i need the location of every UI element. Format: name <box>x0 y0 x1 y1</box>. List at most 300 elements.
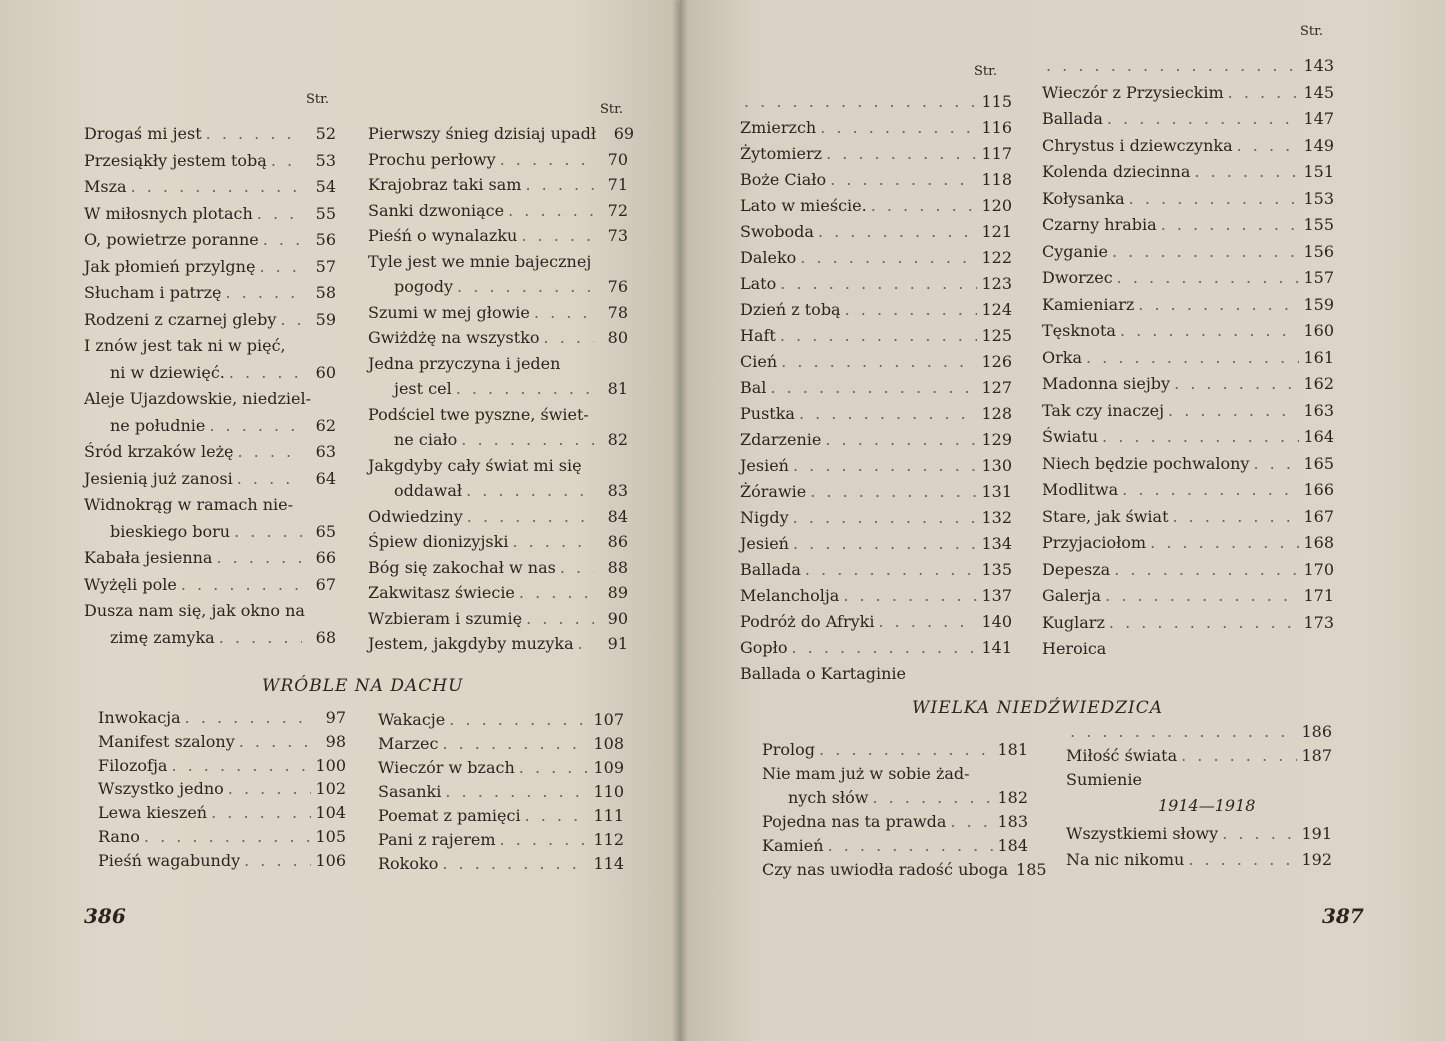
toc-entry-title: Lato w mieście. <box>740 196 867 215</box>
toc-entry-title: Msza <box>84 177 127 196</box>
dot-leader <box>560 558 594 578</box>
dot-leader <box>1168 401 1299 421</box>
toc-entry-title: Boże Ciało <box>740 170 827 189</box>
toc-entry-title: Odwiedziny <box>368 506 463 526</box>
toc-entry-page: 112 <box>593 830 624 849</box>
toc-entry-title: Ballada <box>1042 109 1103 128</box>
toc-entry <box>368 124 635 144</box>
book-gutter <box>672 0 688 1041</box>
toc-entry-page: 102 <box>315 779 346 799</box>
toc-entry-title: Nigdy <box>740 508 789 527</box>
toc-entry-title: Pieśń wagabundy <box>98 850 241 870</box>
toc-entry-title: Galerja <box>1042 586 1102 605</box>
toc-entry <box>740 508 1012 528</box>
dot-leader <box>791 638 977 658</box>
toc-entry <box>1042 321 1334 341</box>
toc-entry <box>368 303 628 323</box>
toc-entry <box>368 481 628 501</box>
toc-entry-page: 73 <box>607 226 628 245</box>
toc-entry <box>1066 770 1332 790</box>
toc-entry-title: W miłosnych plotach <box>84 203 253 223</box>
dot-leader <box>1109 613 1300 633</box>
subsection-title: 1914—1918 <box>1158 796 1256 815</box>
toc-entry-title: Wszystkiemi słowy <box>1066 824 1219 843</box>
toc-entry-page: 91 <box>607 634 628 653</box>
dot-leader <box>131 177 302 197</box>
right-page <box>680 0 1445 1041</box>
section-title: WRÓBLE NA DACHU <box>262 676 464 696</box>
toc-entry-page: 121 <box>981 222 1012 241</box>
toc-entry <box>84 283 336 303</box>
dot-leader <box>525 806 590 826</box>
toc-entry-page: 110 <box>593 782 624 801</box>
toc-entry <box>740 196 1012 216</box>
toc-entry-page: 156 <box>1303 241 1334 261</box>
toc-entry-page: 153 <box>1303 188 1334 208</box>
toc-entry-title: Chrystus i dziewczynka <box>1042 135 1233 155</box>
dot-leader <box>1105 586 1299 606</box>
dot-leader <box>525 175 594 195</box>
toc-entry <box>1042 480 1334 500</box>
dot-leader <box>508 201 594 221</box>
toc-entry <box>98 803 346 823</box>
toc-entry-line: Nie mam już w sobie żad- <box>762 764 970 783</box>
toc-entry-page: 116 <box>981 118 1012 137</box>
toc-entry-title: Kabała jesienna <box>84 548 213 567</box>
dot-leader <box>1114 560 1299 580</box>
dot-leader <box>744 92 977 112</box>
toc-entry-line: Dusza nam się, jak okno na <box>84 601 305 620</box>
toc-entry-title: Rodzeni z czarnej gleby <box>84 309 277 329</box>
toc-entry <box>1042 295 1334 315</box>
toc-entry <box>84 204 336 224</box>
toc-entry <box>740 456 1012 476</box>
toc-entry <box>98 779 346 799</box>
toc-entry-title: Szumi w mej głowie <box>368 302 530 322</box>
toc-entry-title: Śród krzaków leżę <box>84 442 234 461</box>
toc-entry-title: Czarny hrabia <box>1042 215 1157 234</box>
dot-leader <box>206 124 302 144</box>
dot-leader <box>211 803 311 823</box>
toc-entry-title: Lato <box>740 274 777 293</box>
toc-entry-title: Miłość świata <box>1066 746 1178 765</box>
toc-entry-page: 186 <box>1301 722 1332 741</box>
toc-entry-title: bieskiego boru <box>110 521 231 541</box>
toc-entry <box>1042 613 1334 633</box>
toc-entry-page: 78 <box>607 302 628 322</box>
toc-entry-page: 145 <box>1303 82 1334 102</box>
toc-entry-page: 109 <box>593 758 624 777</box>
toc-entry-page: 161 <box>1303 347 1334 367</box>
str-label: Str. <box>1300 24 1324 39</box>
dot-leader <box>229 363 302 383</box>
toc-entry <box>1042 639 1334 659</box>
toc-entry <box>368 532 628 552</box>
toc-entry <box>1042 136 1334 156</box>
toc-entry <box>368 507 628 527</box>
toc-entry <box>1066 746 1332 766</box>
toc-entry-page: 83 <box>607 481 628 500</box>
toc-entry <box>368 328 628 348</box>
toc-entry <box>1042 533 1334 553</box>
toc-entry-page: 157 <box>1303 268 1334 287</box>
toc-entry <box>84 469 336 489</box>
dot-leader <box>1181 746 1297 766</box>
toc-entry-page: 88 <box>607 557 628 577</box>
toc-entry-page: 90 <box>607 608 628 628</box>
toc-entry-page: 64 <box>315 468 336 488</box>
toc-entry-title: Gopło <box>740 638 788 657</box>
toc-entry-page: 130 <box>981 456 1012 475</box>
toc-entry-page: 54 <box>315 177 336 196</box>
toc-entry-title: Daleko <box>740 248 797 267</box>
toc-entry-page: 84 <box>607 506 628 526</box>
toc-entry <box>1042 454 1334 474</box>
dot-leader <box>1129 189 1300 209</box>
toc-entry-page: 160 <box>1303 321 1334 340</box>
toc-entry-page: 52 <box>315 124 336 143</box>
toc-entry <box>368 609 628 629</box>
toc-entry <box>1042 189 1334 209</box>
dot-leader <box>1120 321 1300 341</box>
dot-leader <box>799 404 978 424</box>
dot-leader <box>280 310 302 330</box>
toc-entry <box>84 230 336 250</box>
toc-entry-page: 105 <box>315 827 346 846</box>
toc-entry-title: zimę zamyka <box>110 627 215 647</box>
dot-leader <box>770 378 977 398</box>
toc-entry-title: Marzec <box>378 734 439 753</box>
toc-entry-page: 80 <box>607 328 628 347</box>
toc-entry-page: 115 <box>981 92 1012 111</box>
dot-leader <box>819 740 993 760</box>
toc-entry <box>740 638 1012 658</box>
left-page <box>0 0 680 1041</box>
toc-entry-page: 70 <box>607 149 628 169</box>
dot-leader <box>467 507 594 527</box>
dot-leader <box>1046 56 1299 76</box>
toc-entry-page: 182 <box>997 788 1028 807</box>
toc-entry-page: 131 <box>981 482 1012 501</box>
toc-entry-title: Wzbieram i szumię <box>368 608 523 628</box>
dot-leader <box>171 756 311 776</box>
dot-leader <box>544 328 594 348</box>
toc-entry-title: Jak płomień przylgnę <box>84 256 256 276</box>
toc-entry <box>378 806 624 826</box>
toc-entry-page: 82 <box>607 430 628 449</box>
toc-entry <box>368 379 628 399</box>
toc-entry <box>1042 215 1334 235</box>
toc-entry <box>740 534 1012 554</box>
dot-leader <box>257 204 302 224</box>
toc-entry-page: 114 <box>593 854 624 873</box>
toc-entry-page: 106 <box>315 850 346 870</box>
dot-leader <box>871 196 978 216</box>
dot-leader <box>442 734 589 754</box>
toc-entry-title: Heroica <box>1042 639 1107 658</box>
toc-entry-line: Widnokrąg w ramach nie- <box>84 495 293 514</box>
toc-entry <box>1042 242 1334 262</box>
dot-leader <box>237 442 302 462</box>
toc-entry <box>98 708 346 728</box>
toc-entry-page: 76 <box>607 277 628 296</box>
toc-entry-title: Swoboda <box>740 222 814 241</box>
toc-entry-title: Tak czy inaczej <box>1042 400 1165 420</box>
toc-entry <box>1042 507 1334 527</box>
toc-entry-line: Aleje Ujazdowskie, niedziel- <box>84 389 311 408</box>
toc-entry <box>84 257 336 277</box>
dot-leader <box>800 248 977 268</box>
toc-entry-title: pogody <box>394 277 454 296</box>
toc-entry-line: Tyle jest we mnie bajecznej <box>368 251 592 271</box>
toc-entry <box>368 201 628 221</box>
toc-entry <box>378 710 624 730</box>
page-number: 386 <box>84 904 126 928</box>
toc-entry <box>1066 850 1332 870</box>
toc-entry-page: 67 <box>315 574 336 594</box>
toc-entry-page: 187 <box>1301 746 1332 765</box>
toc-entry-page: 155 <box>1303 215 1334 234</box>
toc-entry <box>1042 268 1334 288</box>
toc-entry <box>84 363 336 383</box>
dot-leader <box>1228 83 1300 103</box>
toc-entry-page: 66 <box>315 548 336 567</box>
dot-leader <box>461 430 594 450</box>
toc-entry-title: Lewa kieszeń <box>98 803 208 823</box>
dot-leader <box>1107 109 1300 129</box>
dot-leader <box>1194 162 1299 182</box>
toc-entry <box>740 144 1012 164</box>
toc-entry-title: Bóg się zakochał w nas <box>368 557 556 577</box>
dot-leader <box>950 812 993 832</box>
toc-entry <box>1042 560 1334 580</box>
toc-entry-page: 192 <box>1301 850 1332 869</box>
dot-leader <box>793 456 977 476</box>
toc-entry-title: ne południe <box>110 415 206 435</box>
toc-entry <box>84 522 336 542</box>
dot-leader <box>144 827 312 847</box>
toc-entry-title: Madonna siejby <box>1042 374 1171 393</box>
dot-leader <box>209 416 302 436</box>
toc-entry-page: 164 <box>1303 427 1334 446</box>
toc-entry-title: Poemat z pamięci <box>378 806 521 825</box>
toc-entry-title: Modlitwa <box>1042 480 1119 499</box>
dot-leader <box>519 758 590 778</box>
toc-entry <box>762 812 1028 832</box>
toc-entry <box>98 756 346 776</box>
toc-entry <box>762 740 1028 760</box>
dot-leader <box>239 732 312 752</box>
dot-leader <box>1253 454 1299 474</box>
toc-entry <box>84 628 336 648</box>
toc-entry-page: 184 <box>997 836 1028 855</box>
toc-entry-line: Podściel twe pyszne, świet- <box>368 404 589 424</box>
toc-entry-title: Pieśń o wynalazku <box>368 226 518 245</box>
toc-entry-page: 129 <box>981 430 1012 449</box>
toc-entry-title: Krajobraz taki sam <box>368 175 522 194</box>
toc-entry-line: Jakgdyby cały świat mi się <box>368 455 582 475</box>
toc-entry-title: Cyganie <box>1042 241 1108 261</box>
toc-entry-line: Jedna przyczyna i jeden <box>368 353 561 373</box>
toc-entry <box>740 170 1012 190</box>
toc-entry-page: 98 <box>325 731 346 751</box>
toc-entry-page: 107 <box>593 710 624 729</box>
dot-leader <box>1070 722 1297 742</box>
dot-leader <box>512 532 594 552</box>
toc-entry-title: Wieczór z Przysieckim <box>1042 82 1224 102</box>
toc-entry-page: 65 <box>315 521 336 541</box>
toc-entry-page: 159 <box>1303 294 1334 314</box>
toc-entry-title: Jesień <box>740 456 789 475</box>
toc-entry-title: Drogaś mi jest <box>84 124 202 143</box>
toc-entry-title: Tęsknota <box>1042 321 1116 340</box>
toc-entry-title: Manifest szalony <box>98 731 235 751</box>
toc-entry-page: 151 <box>1303 162 1334 181</box>
toc-entry <box>1042 109 1334 129</box>
dot-leader <box>878 612 977 632</box>
dot-leader <box>263 230 302 250</box>
dot-leader <box>534 303 594 323</box>
dot-leader <box>519 583 594 603</box>
toc-entry <box>84 416 336 436</box>
dot-leader <box>818 222 978 242</box>
dot-leader <box>1161 215 1300 235</box>
toc-entry <box>740 92 1012 112</box>
dot-leader <box>237 469 302 489</box>
toc-entry <box>98 851 346 871</box>
toc-entry-title: Wyżęli pole <box>84 574 177 594</box>
dot-leader <box>521 226 594 246</box>
toc-entry-title: jest cel <box>394 379 452 398</box>
dot-leader <box>805 560 978 580</box>
dot-leader <box>843 586 977 606</box>
section-title: WIELKA NIEDŹWIEDZICA <box>912 698 1164 718</box>
dot-leader <box>219 628 302 648</box>
toc-entry-title: Zakwitasz świecie <box>368 583 515 602</box>
toc-entry-title: Rano <box>98 827 140 846</box>
toc-entry-page: 123 <box>981 274 1012 293</box>
toc-entry <box>84 575 336 595</box>
toc-entry <box>1066 824 1332 844</box>
toc-entry <box>378 758 624 778</box>
toc-entry-title: Haft <box>740 326 776 345</box>
toc-entry-page: 59 <box>315 309 336 329</box>
dot-leader <box>820 118 977 138</box>
toc-entry-title: Sanki dzwoniące <box>368 200 505 220</box>
toc-entry <box>1042 427 1334 447</box>
dot-leader <box>810 482 977 502</box>
dot-leader <box>826 144 977 164</box>
toc-entry <box>368 150 628 170</box>
toc-entry-title: Jesień <box>740 534 789 553</box>
str-label: Str. <box>974 64 998 79</box>
toc-entry <box>368 226 628 246</box>
dot-leader <box>1150 533 1299 553</box>
toc-entry-page: 56 <box>315 230 336 249</box>
dot-leader <box>1117 268 1300 288</box>
toc-entry-page: 166 <box>1303 480 1334 499</box>
dot-leader <box>1173 507 1300 527</box>
toc-entry-title: Inwokacja <box>98 708 181 727</box>
dot-leader <box>500 830 590 850</box>
toc-entry-page: 168 <box>1303 533 1334 552</box>
toc-entry <box>1042 401 1334 421</box>
toc-entry-title: Orka <box>1042 347 1082 367</box>
toc-entry-page: 69 <box>613 124 635 143</box>
toc-entry-title: Melancholja <box>740 586 840 605</box>
toc-entry-title: Dworzec <box>1042 268 1113 287</box>
toc-entry-title: Pierwszy śnieg dzisiaj upadł <box>368 124 597 143</box>
toc-entry <box>1042 83 1334 103</box>
toc-entry-page: 183 <box>997 812 1028 831</box>
toc-entry-page: 53 <box>315 150 336 170</box>
dot-leader <box>1086 348 1299 368</box>
dot-leader <box>793 508 978 528</box>
toc-entry <box>84 442 336 462</box>
dot-leader <box>1138 295 1299 315</box>
dot-leader <box>456 379 594 399</box>
toc-entry-page: 108 <box>593 734 624 753</box>
toc-entry-line: I znów jest tak ni w pięć, <box>84 336 286 355</box>
toc-entry-page: 149 <box>1303 135 1334 155</box>
toc-entry <box>368 277 628 297</box>
toc-entry-page: 126 <box>981 352 1012 371</box>
toc-entry <box>740 352 1012 372</box>
toc-entry-page: 127 <box>981 378 1012 397</box>
dot-leader <box>466 481 594 501</box>
toc-entry-title: Pojedna nas ta prawda <box>762 812 947 831</box>
toc-entry-title: Przesiąkły jestem tobą <box>84 150 267 170</box>
toc-entry <box>740 378 1012 398</box>
dot-leader <box>845 300 978 320</box>
toc-entry <box>740 586 1012 606</box>
toc-entry-page: 57 <box>315 256 336 276</box>
toc-entry-title: Niech będzie pochwalony <box>1042 453 1250 473</box>
dot-leader <box>578 634 594 654</box>
dot-leader <box>830 170 977 190</box>
dot-leader <box>1112 242 1300 262</box>
toc-entry-page: 117 <box>981 144 1012 163</box>
toc-entry-title: Kołysanka <box>1042 188 1125 208</box>
toc-entry-title: ni w dziewięć. <box>110 362 225 382</box>
toc-entry-page: 132 <box>981 508 1012 527</box>
toc-entry <box>1042 374 1334 394</box>
toc-entry <box>368 175 628 195</box>
toc-entry-page: 137 <box>981 586 1012 605</box>
toc-entry-title: Jesienią już zanosi <box>84 468 233 488</box>
toc-entry <box>740 430 1012 450</box>
dot-leader <box>234 522 302 542</box>
toc-entry-page: 181 <box>997 740 1028 759</box>
toc-entry-title: Podróż do Afryki <box>740 612 875 631</box>
toc-entry-page: 171 <box>1303 586 1334 605</box>
toc-entry-title: Czy nas uwiodła radość uboga <box>762 860 1009 879</box>
toc-entry <box>1042 162 1334 182</box>
toc-entry <box>1042 348 1334 368</box>
dot-leader <box>442 854 589 874</box>
toc-entry-title: Kamień <box>762 836 824 855</box>
toc-entry <box>740 612 1012 632</box>
toc-entry-page: 60 <box>315 362 336 382</box>
toc-entry <box>98 827 346 847</box>
toc-entry-page: 167 <box>1303 506 1334 526</box>
toc-entry <box>378 830 624 850</box>
toc-entry-page: 135 <box>981 560 1012 579</box>
dot-leader <box>1122 480 1299 500</box>
toc-entry-page: 143 <box>1303 56 1334 75</box>
dot-leader <box>781 352 977 372</box>
toc-entry <box>378 782 624 802</box>
